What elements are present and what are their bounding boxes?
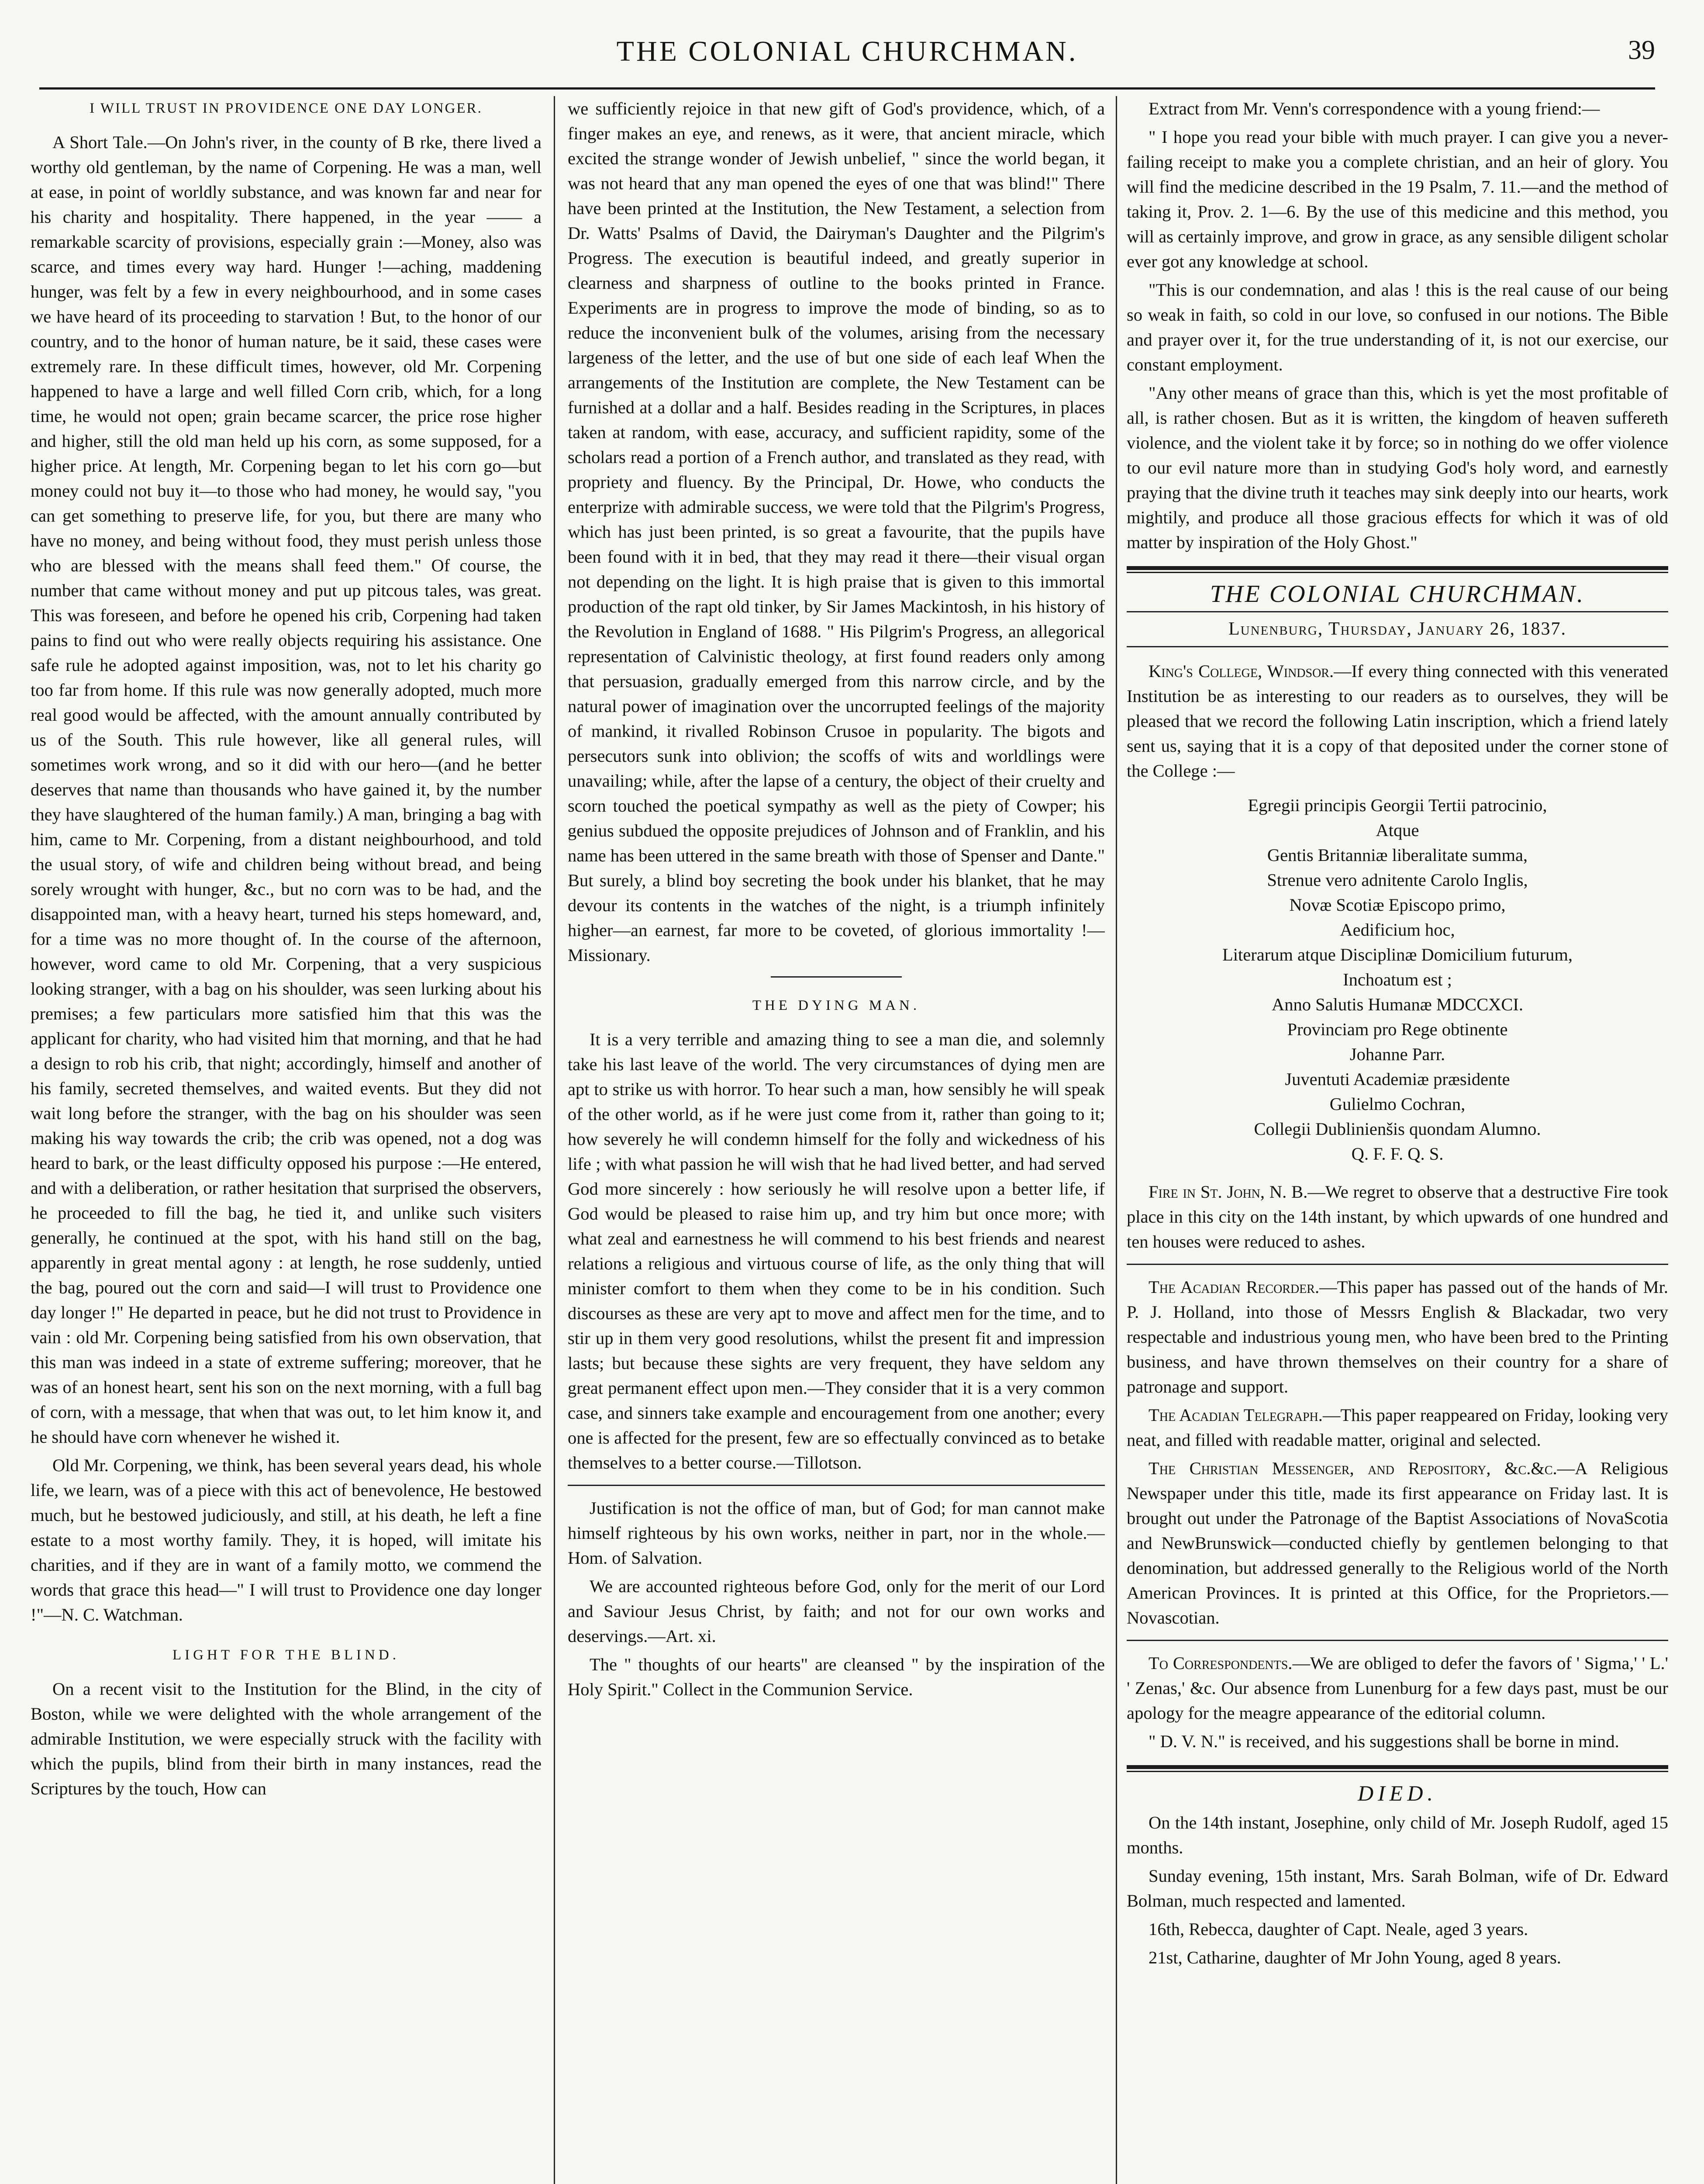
quote-paragraph: We are accounted righteous before God, only for the merit of our Lord and Saviour Jesus Christ, by faith; and not for our own works and deservings.—Art. xi. <box>568 1576 1105 1646</box>
article-paragraph: "This is our condemnation, and alas ! this is the real cause of our being so weak in faith, so cold in our love, so confused in our notions. The Bible and prayer over it, for the true understanding of it, is not our exercise, our constant employment. <box>1127 280 1668 374</box>
news-item-text: —A Religious Newspaper under this title, made its first appearance on Friday last. It is brought out under the Patronage of the Baptist Associations of NovaScotia and NewBrunswick—conducted chiefly by gentlemen belonging to that denomination, but addressed generally to the Religious world of the North American Provinces. It is printed at this Office, for the Proprietors.—Novascotian. <box>1127 1458 1668 1628</box>
article-paragraph: Extract from Mr. Venn's correspondence with a young friend:— <box>1149 99 1600 118</box>
divider <box>1127 566 1668 573</box>
inscription-line: Collegii Dublinienšis quondam Alumno. <box>1254 1119 1541 1139</box>
news-item-text: —If every thing connected with this venerated Institution be as interesting to our readers as to ourselves, they will be pleased that we record the following Latin inscription, which a friend lately sent us, saying that it is a copy of that deposited under the corner stone of the College :— <box>1127 661 1668 781</box>
inscription-line: Literarum atque Disciplinæ Domicilium futurum, <box>1222 945 1573 964</box>
divider <box>1127 1264 1668 1265</box>
obituary-entry: On the 14th instant, Josephine, only child of Mr. Joseph Rudolf, aged 15 months. <box>1127 1813 1668 1857</box>
article-paragraph: we sufficiently rejoice in that new gift of God's providence, which, of a finger makes an eye, and renews, as it were, that ancient miracle, which excited the strange wonder of Jewish unbelief, " since the world began, it was not heard that any man opened the eyes of one that was blind!" There have been printed at the Institution, the New Testament, a selection from Dr. Watts' Psalms of David, the Dairyman's Daughter and the Pilgrim's Progress. The execution is beautiful indeed, and greatly superior in clearness and sharpness of outline to the books printed in France. Experiments are in progress to improve the mode of binding, so as to reduce the inconvenient bulk of the volumes, arising from the necessary largeness of the letter, and the use of but one side of each leaf When the arrangements of the Institution are complete, the New Testament can be furnished at a dollar and a half. Besides reading in the Scriptures, in places taken at random, with ease, accuracy, and sufficient rapidity, some of the scholars read a portion of a French author, and translated as they read, with propriety and fluency. By the Principal, Dr. Howe, who conducts the enterprize with admirable success, we were told that the Pilgrim's Progress, which has just been printed, is so great a favourite, that the pupils have been found with it in bed, that they may read it there—their visual organ not depending on the light. It is high praise that is given to this immortal production of the rapt old tinker, by Sir James Mackintosh, in his history of the Revolution in England of 1688. " His Pilgrim's Progress, an allegorical representation of Calvinistic theology, at first found readers only among that persuasion, gradually emerged from this narrow circle, and by the natural power of imagination over the uncorrupted feelings of the majority of mankind, it rivalled Robinson Crusoe in popularity. The bigots and persecutors sunk into oblivion; the scoffs of wits and worldlings were unavailing; while, after the lapse of a century, the object of their cruelty and scorn touched the poetical sympathy as well as the piety of Cowper; his genius subdued the opposite prejudices of Johnson and of Franklin, and his name has been uttered in the same breath with those of Spenser and Dante." But surely, a blind boy secreting the book under his blanket, that he may devour its contents in the watches of the night, is a triumph infinitely higher—an earnest, far more to be coveted, of glorious immortality !—Missionary. <box>568 99 1105 965</box>
obituary-entry: 16th, Rebecca, daughter of Capt. Neale, aged 3 years. <box>1149 1919 1528 1939</box>
masthead <box>39 0 1655 90</box>
news-item-text: —This paper has passed out of the hands of Mr. P. J. Holland, into those of Messrs English & Blackadar, two very respectable and industrious young men, who have been bred to the Printing business, and have thrown themselves on their country for a share of patronage and support. <box>1127 1277 1668 1396</box>
news-item-text: —This paper reappeared on Friday, looking very neat, and filled with readable matter, original and selected. <box>1127 1405 1668 1450</box>
article-paragraph: A Short Tale.—On John's river, in the county of B rke, there lived a worthy old gentleman, by the name of Corpening. He was a man, well at ease, in point of worldly substance, and was known far and near for his charity and hospitality. There happened, in the year —— a remarkable scarcity of provisions, especially grain :—Money, also was scarce, and times every way hard. Hunger !—aching, maddening hunger, was felt by a few in every neighbourhood, and in some cases we have heard of its proceeding to starvation ! But, to the honor of our country, and to the honor of human nature, be it said, these cases were extremely rare. In these difficult times, however, old Mr. Corpening happened to have a large and well filled Corn crib, which, for a long time, he would not open; grain became scarcer, the price rose higher and higher, still the old man held up his corn, as some supposed, for a higher price. At length, Mr. Corpening began to let his corn go—but money could not buy it—to those who had money, he would say, "you can get something to preserve life, for you, but there are many who have no money, and being without food, they must perish unless those who are blessed with the means shall feed them." Of course, the number that came without money and put up pitcous tales, was great. This was foreseen, and before he opened his crib, Corpening had taken pains to find out who were really objects requiring his assistance. One safe rule he adopted against imposition, was, not to let his charity go too far from home. If this rule was now generally adopted, much more real good would be affected, with the amount annually contributed by us of the South. This rule however, like all general rules, will sometimes work wrong, and so it did with our hero—(and he better deserves that name than thousands who have gained it, by the number they have slaughtered of the human family.) A man, bringing a bag with him, came to Mr. Corpening, from a distant neighbourhood, and told the usual story, of wife and children being without bread, and being sorely wrought with hunger, &c., but no corn was to be had, and the disappointed man, with a heavy heart, turned his steps homeward, and, for a time was no more thought of. In the course of the afternoon, however, word came to old Mr. Corpening, that a very suspicious looking stranger, with a bag on his shoulder, was seen lurking about his premises; a few particulars more satisfied him that this was the applicant for charity, who had visited him that morning, and that he had a design to rob his crib, that night; accordingly, himself and another of his family, secreted themselves, and waited events. But they did not wait long before the stranger, with the bag on his shoulder was seen making his way towards the crib; the crib was opened, not a dog was heard to bark, or the least difficulty opposed his purpose :—He entered, and with a deliberation, or rather hesitation that surprised the observers, he proceeded to fill the bag, he tied it, and unlike such visiters generally, he continued at the spot, with his hand still on the bag, apparently in great mental agony : at length, he rose suddenly, untied the bag, poured out the corn and said—I will trust to Providence one day longer !" He departed in peace, but he did not trust to Providence in vain : old Mr. Corpening being satisfied from his own observation, that this man was indeed in a state of extreme suffering; moreover, that he was of an honest heart, sent his son on the next morning, with a full bag of corn, with a message, that when that was out, to let him know it, and he should have corn whenever he wished it. <box>31 132 542 1447</box>
news-item <box>1127 1403 1668 1452</box>
news-item <box>1127 659 1668 783</box>
column-2 <box>568 96 1105 2184</box>
inscription-line: Provinciam pro Rege obtinente <box>1287 1019 1508 1039</box>
inscription-line: Egregii principis Georgii Tertii patrocinio, <box>1248 795 1547 815</box>
article-heading: LIGHT FOR THE BLIND. <box>172 1647 400 1663</box>
editorial-title: THE COLONIAL CHURCHMAN. <box>1210 581 1585 608</box>
inscription-line: Aedificium hoc, <box>1340 920 1455 940</box>
inscription-line: Novæ Scotiæ Episcopo primo, <box>1289 895 1506 915</box>
quote-paragraph: The " thoughts of our hearts" are cleansed " by the inspiration of the Holy Spirit." Collect in the Communion Service. <box>568 1655 1105 1699</box>
article-heading: I WILL TRUST IN PROVIDENCE ONE DAY LONGER. <box>90 100 483 116</box>
column-1 <box>31 96 542 2184</box>
news-item <box>1127 1456 1668 1630</box>
inscription-line: Q. F. F. Q. S. <box>1351 1144 1444 1164</box>
news-item-lead: The Acadian Recorder. <box>1149 1277 1320 1297</box>
quote-paragraph: Justification is not the office of man, but of God; for man cannot make himself righteous by his own works, neither in part, nor in the whole.—Hom. of Salvation. <box>568 1498 1105 1568</box>
news-item-lead: Fire in St. John, N. B. <box>1149 1182 1308 1202</box>
column-3 <box>1127 96 1668 2184</box>
news-item-lead: The Acadian Telegraph. <box>1149 1405 1323 1425</box>
divider <box>1127 1640 1668 1641</box>
column-divider <box>1116 96 1117 2184</box>
news-item-text: —We regret to observe that a destructive Fire took place in this city on the 14th instant, by which upwards of one hundred and ten houses were reduced to ashes. <box>1127 1182 1668 1251</box>
dateline: Lunenburg, Thursday, January 26, 1837. <box>1127 611 1668 647</box>
inscription-line: Gentis Britanniæ liberalitate summa, <box>1267 845 1528 865</box>
news-item-text: —We are obliged to defer the favors of ' Sigma,' ' L.' ' Zenas,' &c. Our absence from Lunenburg for a few days past, must be our apology for the meagre appearance of the editorial column. <box>1127 1653 1668 1723</box>
news-item <box>1127 1275 1668 1399</box>
divider <box>1127 1765 1668 1772</box>
news-item: " D. V. N." is received, and his suggestions shall be borne in mind. <box>1149 1731 1619 1751</box>
article-heading: THE DYING MAN. <box>752 998 921 1013</box>
inscription-line: Strenue vero adnitente Carolo Inglis, <box>1267 870 1528 890</box>
obituary-entry: 21st, Catharine, daughter of Mr John Young, aged 8 years. <box>1149 1948 1561 1967</box>
news-item-lead: The Christian Messenger, and Repository, &c.&c. <box>1149 1458 1557 1478</box>
news-item-lead: King's College, Windsor. <box>1149 661 1334 681</box>
inscription-line: Anno Salutis Humanæ MDCCXCI. <box>1271 995 1524 1014</box>
inscription-line: Atque <box>1376 820 1419 840</box>
inscription-line: Johanne Parr. <box>1349 1044 1445 1064</box>
died-heading: DIED. <box>1358 1781 1437 1805</box>
latin-inscription <box>1127 793 1668 1166</box>
article-paragraph: " I hope you read your bible with much prayer. I can give you a never-failing receipt to make you a complete christian, and an heir of glory. You will find the medicine described in the 19 Psalm, 7. 11.—and the method of taking it, Prov. 2. 1—6. By the use of this medicine and this method, you will as certainly improve, and grow in grace, as any sensible diligent scholar ever got any knowledge at school. <box>1127 127 1668 271</box>
page-number: 39 <box>1628 35 1655 65</box>
news-item <box>1127 1651 1668 1725</box>
article-paragraph: "Any other means of grace than this, which is yet the most profitable of all, is rather chosen. But as it is written, the kingdom of heaven suffereth violence, and the violent take it by force; so in nothing do we offer violence to our evil nature more than in studying God's holy word, and earnestly praying that the divine truth it teaches may sink deeply into our hearts, work mightily, and produce all those gracious effects for which it was of old matter by inspiration of the Holy Ghost." <box>1127 383 1668 552</box>
article-paragraph: It is a very terrible and amazing thing to see a man die, and solemnly take his last leave of the world. The very circumstances of dying men are apt to strike us with horror. To hear such a man, how sensibly he will speak of the other world, as if he were just come from it, rather than going to it; how severely he will condemn himself for the folly and wickedness of his life ; with what passion he will wish that he had lived better, and had served God more sincerely : how seriously he will resolve upon a better life, if God would be pleased to raise him up, and try him but once more; with what zeal and earnestness he will commend to his best friends and nearest relations a religious and virtuous course of life, as the only thing that will minister comfort to them when they come to be in his condition. Such discourses as these are very apt to move and affect men for the time, and to stir up in them very good resolutions, whilst the present fit and impression lasts; but because these sights are very frequent, they have seldom any great permanent effect upon men.—They consider that it is a very common case, and sinners take example and encouragement from one another; every one is affected for the present, few are so effectually convinced as to betake themselves to a better course.—Tillotson. <box>568 1030 1105 1472</box>
article-paragraph: On a recent visit to the Institution for the Blind, in the city of Boston, while we were delighted with the whole arrangement of the admirable Institution, we were especially struck with the facility with which the pupils, blind from their birth in many instances, read the Scriptures by the touch, How can <box>31 1679 542 1798</box>
news-item <box>1127 1179 1668 1254</box>
divider <box>771 976 902 978</box>
newspaper-title: THE COLONIAL CHURCHMAN. <box>616 35 1078 67</box>
inscription-line: Gulielmo Cochran, <box>1329 1094 1466 1114</box>
news-item-lead: To Correspondents. <box>1149 1653 1293 1673</box>
inscription-line: Inchoatum est ; <box>1343 970 1452 989</box>
column-divider <box>554 96 555 2184</box>
article-paragraph: Old Mr. Corpening, we think, has been several years dead, his whole life, we learn, was of a piece with this act of benevolence, He bestowed much, but he bestowed judiciously, and still, at his death, he left a fine estate to a most worthy family. They, it is hoped, will imitate his charities, and if they are in want of a family motto, we commend the words that grace this head—" I will trust to Providence one day longer !"—N. C. Watchman. <box>31 1455 542 1624</box>
divider <box>568 1485 1105 1486</box>
obituary-entry: Sunday evening, 15th instant, Mrs. Sarah Bolman, wife of Dr. Edward Bolman, much respected and lamented. <box>1127 1866 1668 1911</box>
inscription-line: Juventuti Academiæ præsidente <box>1285 1069 1510 1089</box>
